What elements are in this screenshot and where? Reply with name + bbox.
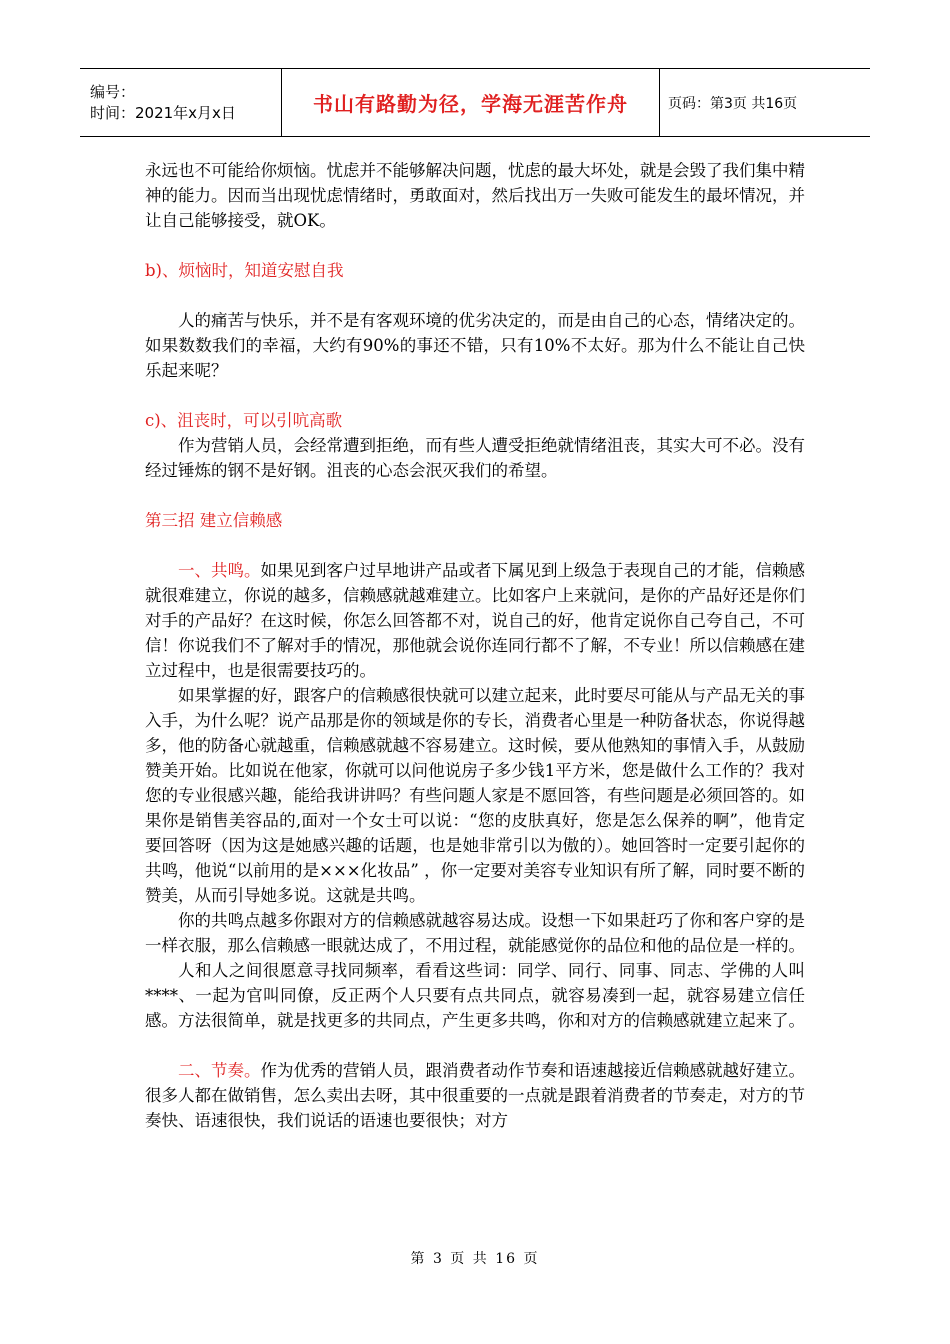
section-heading-b: b)、烦恼时，知道安慰自我	[145, 261, 344, 280]
header-motto-cell	[281, 69, 660, 136]
paragraph: 作为营销人员，会经常遭到拒绝，而有些人遭受拒绝就情绪沮丧，其实大可不必。没有经过锤炼的钢不是好钢。沮丧的心态会泯灭我们的希望。	[145, 436, 805, 480]
section-heading-c: c)、沮丧时，可以引吭高歌	[145, 411, 343, 430]
header-page-info: 页码：第3页 共16页	[668, 95, 798, 112]
header-motto: 书山有路勤为径，学海无涯苦作舟	[313, 92, 628, 116]
header-meta	[80, 69, 281, 136]
subheading-resonance: 一、共鸣。	[178, 561, 261, 580]
page-header	[80, 68, 870, 137]
paragraph-text: 如果见到客户过早地讲产品或者下属见到上级急于表现自己的才能，信赖感就很难建立，你说的越多，信赖感就越难建立。比如客户上来就问，是你的产品好还是你们对手的产品好？在这时候，你怎么回答都不对，说自己的好，他肯定说你自己夸自己，不可信！你说我们不了解对手的情况，那他就会说你连同行都不了解，不专业！所以信赖感在建立过程中，也是很需要技巧的。	[145, 561, 805, 680]
paragraph: 如果掌握的好，跟客户的信赖感很快就可以建立起来，此时要尽可能从与产品无关的事入手，为什么呢？说产品那是你的领域是你的专长，消费者心里是一种防备状态，你说得越多，他的防备心就越重，信赖感就越不容易建立。这时候，要从他熟知的事情入手，从鼓励赞美开始。比如说在他家，你就可以问他说房子多少钱1平方米，您是做什么工作的？我对您的专业很感兴趣，能给我讲讲吗？有些问题人家是不愿回答，有些问题是必须回答的。如果你是销售美容品的,面对一个女士可以说：“您的皮肤真好，您是怎么保养的啊”，他肯定要回答呀（因为这是她感兴趣的话题，也是她非常引以为傲的）。她回答时一定要引起你的共鸣，他说“以前用的是×××化妆品” ，你一定要对美容专业知识有所了解，同时要不断的赞美，从而引导她多说。这就是共鸣。	[145, 686, 805, 905]
paragraph: 你的共鸣点越多你跟对方的信赖感就越容易达成。设想一下如果赶巧了你和客户穿的是一样衣服，那么信赖感一眼就达成了，不用过程，就能感觉你的品位和他的品位是一样的。	[145, 911, 805, 955]
paragraph: 人和人之间很愿意寻找同频率，看看这些词：同学、同行、同事、同志、学佛的人叫****、一起为官叫同僚，反正两个人只要有点共同点，就容易凑到一起，就容易建立信任感。方法很简单，就是找更多的共同点，产生更多共鸣，你和对方的信赖感就建立起来了。	[145, 961, 805, 1030]
section-heading-third-move: 第三招 建立信赖感	[145, 511, 283, 530]
document-date: 时间：2021年x月x日	[90, 103, 236, 122]
paragraph: 永远也不可能给你烦恼。忧虑并不能够解决问题，忧虑的最大坏处，就是会毁了我们集中精神的能力。因而当出现忧虑情绪时，勇敢面对，然后找出万一失败可能发生的最坏情况，并让自己能够接受，就OK。	[145, 161, 805, 230]
paragraph-rhythm	[145, 1058, 805, 1133]
paragraph-text: 作为优秀的营销人员，跟消费者动作节奏和语速越接近信赖感就越好建立。很多人都在做销售，怎么卖出去呀，其中很重要的一点就是跟着消费者的节奏走，对方的节奏快、语速很快，我们说话的语速也要很快；对方	[145, 1061, 805, 1130]
header-page-info-cell	[660, 69, 870, 136]
paragraph: 人的痛苦与快乐，并不是有客观环境的优劣决定的，而是由自己的心态，情绪决定的。如果数数我们的幸福，大约有90%的事还不错，只有10%不太好。那为什么不能让自己快乐起来呢？	[145, 311, 805, 380]
document-body	[145, 158, 805, 1133]
paragraph-resonance	[145, 558, 805, 683]
subheading-rhythm: 二、节奏。	[178, 1061, 261, 1080]
document-number-label: 编号：	[90, 82, 136, 101]
page-footer: 第 3 页 共 16 页	[410, 1251, 540, 1267]
